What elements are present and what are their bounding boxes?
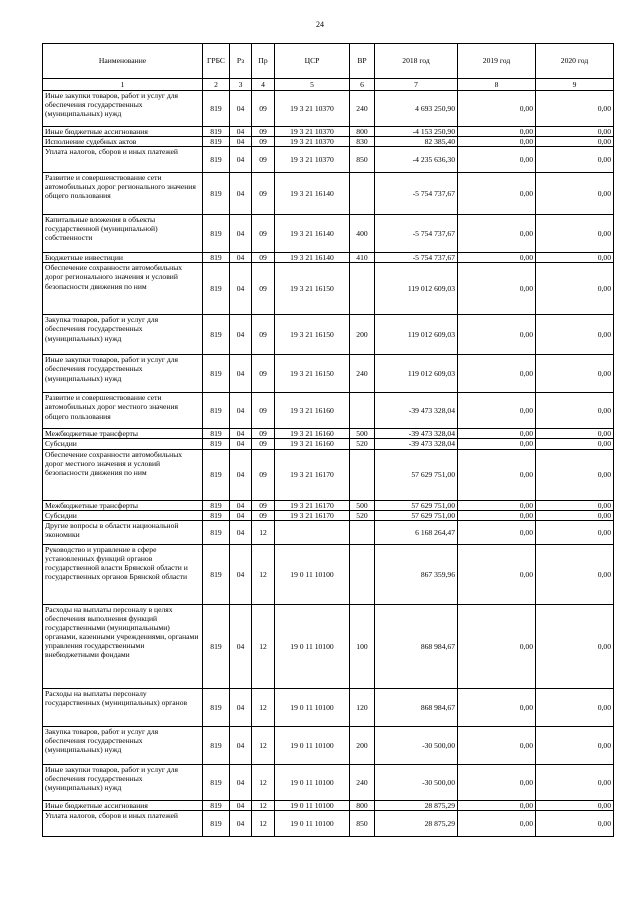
row-pr: 12 [252,800,275,810]
row-pr: 09 [252,500,275,510]
row-amount-2018: 867 359,96 [375,544,458,604]
row-csr: 19 3 21 16160 [275,393,350,429]
row-rz: 04 [230,764,252,800]
row-amount-2018: 57 629 751,00 [375,449,458,500]
row-name: Иные бюджетные ассигнования [43,127,203,137]
row-name: Развитие и совершенствование сети автомобильных дорог местного значения общего пользования [43,393,203,429]
row-pr: 12 [252,810,275,836]
row-amount-2019: 0,00 [458,147,536,173]
column-number: 9 [536,79,614,91]
row-amount-2018: 119 012 609,03 [375,355,458,393]
row-amount-2020: 0,00 [536,449,614,500]
row-amount-2019: 0,00 [458,604,536,688]
row-rz: 04 [230,439,252,449]
row-grbs: 819 [203,173,230,215]
row-pr: 09 [252,91,275,127]
row-amount-2019: 0,00 [458,315,536,355]
row-grbs: 819 [203,429,230,439]
table-row [43,137,614,147]
table-row [43,688,614,726]
row-csr [275,520,350,544]
row-name: Расходы на выплаты персоналу государственных (муниципальных) органов [43,688,203,726]
row-csr: 19 0 11 10100 [275,726,350,764]
row-vr: 200 [350,315,375,355]
row-amount-2019: 0,00 [458,449,536,500]
row-amount-2020: 0,00 [536,147,614,173]
row-name: Субсидии [43,510,203,520]
row-pr: 09 [252,355,275,393]
table-row [43,764,614,800]
row-amount-2019: 0,00 [458,253,536,263]
row-vr [350,449,375,500]
row-vr: 400 [350,215,375,253]
row-vr: 800 [350,127,375,137]
row-grbs: 819 [203,91,230,127]
row-amount-2020: 0,00 [536,127,614,137]
row-grbs: 819 [203,147,230,173]
row-amount-2020: 0,00 [536,393,614,429]
row-rz: 04 [230,173,252,215]
row-csr: 19 3 21 10370 [275,147,350,173]
row-pr: 12 [252,764,275,800]
table-row [43,393,614,429]
row-rz: 04 [230,800,252,810]
row-pr: 12 [252,726,275,764]
row-pr: 09 [252,137,275,147]
table-row [43,500,614,510]
row-grbs: 819 [203,510,230,520]
row-amount-2020: 0,00 [536,500,614,510]
row-grbs: 819 [203,764,230,800]
row-amount-2019: 0,00 [458,510,536,520]
row-rz: 04 [230,91,252,127]
row-csr: 19 3 21 16150 [275,355,350,393]
row-amount-2020: 0,00 [536,355,614,393]
row-amount-2019: 0,00 [458,429,536,439]
row-amount-2020: 0,00 [536,800,614,810]
row-amount-2020: 0,00 [536,91,614,127]
row-amount-2020: 0,00 [536,429,614,439]
table-row [43,263,614,315]
row-amount-2018: -39 473 328,04 [375,429,458,439]
row-rz: 04 [230,604,252,688]
row-csr: 19 3 21 16150 [275,263,350,315]
row-amount-2019: 0,00 [458,800,536,810]
row-csr: 19 3 21 16170 [275,500,350,510]
table-row [43,127,614,137]
row-pr: 09 [252,173,275,215]
row-amount-2018: 119 012 609,03 [375,315,458,355]
row-rz: 04 [230,215,252,253]
row-vr: 800 [350,800,375,810]
header-pr: Пр [252,44,275,79]
column-number-row [43,79,614,91]
row-name: Уплата налогов, сборов и иных платежей [43,147,203,173]
row-name: Другие вопросы в области национальной экономики [43,520,203,544]
row-vr: 520 [350,510,375,520]
table-row [43,355,614,393]
row-name: Капитальные вложения в объекты государственной (муниципальной) собственности [43,215,203,253]
row-vr [350,544,375,604]
row-pr: 12 [252,544,275,604]
row-grbs: 819 [203,439,230,449]
row-amount-2018: 28 875,29 [375,810,458,836]
row-vr: 830 [350,137,375,147]
row-pr: 09 [252,147,275,173]
row-pr: 09 [252,263,275,315]
row-amount-2018: 4 693 250,90 [375,91,458,127]
column-number: 8 [458,79,536,91]
row-csr: 19 3 21 16140 [275,173,350,215]
row-vr: 500 [350,429,375,439]
row-name: Руководство и управление в сфере установленных функций органов государственной власти Брянской области и государственных органов Брянской области [43,544,203,604]
row-vr [350,520,375,544]
row-rz: 04 [230,520,252,544]
row-amount-2019: 0,00 [458,520,536,544]
row-amount-2020: 0,00 [536,544,614,604]
row-vr: 520 [350,439,375,449]
row-amount-2019: 0,00 [458,688,536,726]
row-grbs: 819 [203,520,230,544]
row-amount-2019: 0,00 [458,355,536,393]
row-name: Обеспечение сохранности автомобильных дорог местного значения и условий безопасности движения по ним [43,449,203,500]
row-amount-2020: 0,00 [536,137,614,147]
row-amount-2020: 0,00 [536,215,614,253]
row-amount-2018: 57 629 751,00 [375,500,458,510]
column-number: 3 [230,79,252,91]
row-amount-2020: 0,00 [536,604,614,688]
table-row [43,253,614,263]
row-grbs: 819 [203,263,230,315]
row-pr: 09 [252,315,275,355]
row-amount-2019: 0,00 [458,810,536,836]
column-number: 1 [43,79,203,91]
row-csr: 19 3 21 16170 [275,449,350,500]
row-rz: 04 [230,263,252,315]
row-rz: 04 [230,315,252,355]
table-row [43,439,614,449]
row-rz: 04 [230,544,252,604]
row-pr: 12 [252,604,275,688]
row-amount-2020: 0,00 [536,810,614,836]
row-name: Субсидии [43,439,203,449]
row-amount-2019: 0,00 [458,215,536,253]
row-vr: 120 [350,688,375,726]
row-rz: 04 [230,147,252,173]
row-name: Развитие и совершенствование сети автомобильных дорог регионального значения общего пользования [43,173,203,215]
row-amount-2018: -4 235 636,30 [375,147,458,173]
row-vr: 240 [350,764,375,800]
row-grbs: 819 [203,127,230,137]
row-grbs: 819 [203,215,230,253]
row-amount-2020: 0,00 [536,173,614,215]
row-name: Иные закупки товаров, работ и услуг для обеспечения государственных (муниципальных) нужд [43,355,203,393]
row-amount-2018: -30 500,00 [375,726,458,764]
row-amount-2020: 0,00 [536,253,614,263]
row-rz: 04 [230,355,252,393]
row-csr: 19 3 21 16160 [275,429,350,439]
header-vr: ВР [350,44,375,79]
header-name: Наименование [43,44,203,79]
table-row [43,800,614,810]
row-amount-2019: 0,00 [458,127,536,137]
row-name: Иные закупки товаров, работ и услуг для обеспечения государственных (муниципальных) нужд [43,91,203,127]
table-row [43,147,614,173]
row-amount-2018: -39 473 328,04 [375,393,458,429]
row-grbs: 819 [203,604,230,688]
row-csr: 19 3 21 16140 [275,253,350,263]
row-name: Межбюджетные трансферты [43,429,203,439]
row-vr: 100 [350,604,375,688]
row-pr: 09 [252,429,275,439]
row-amount-2019: 0,00 [458,726,536,764]
table-row [43,604,614,688]
row-grbs: 819 [203,393,230,429]
row-amount-2020: 0,00 [536,520,614,544]
row-name: Бюджетные инвестиции [43,253,203,263]
header-2019: 2019 год [458,44,536,79]
table-row [43,315,614,355]
row-amount-2018: -5 754 737,67 [375,215,458,253]
row-amount-2019: 0,00 [458,544,536,604]
column-number: 4 [252,79,275,91]
table-row [43,449,614,500]
header-2020: 2020 год [536,44,614,79]
row-name: Обеспечение сохранности автомобильных дорог регионального значения и условий безопасности движения по ним [43,263,203,315]
table-row [43,726,614,764]
header-csr: ЦСР [275,44,350,79]
row-csr: 19 3 21 16140 [275,215,350,253]
row-vr [350,263,375,315]
header-row [43,44,614,79]
row-pr: 09 [252,253,275,263]
row-grbs: 819 [203,726,230,764]
table-row [43,429,614,439]
row-amount-2018: 82 385,40 [375,137,458,147]
row-pr: 09 [252,127,275,137]
row-name: Межбюджетные трансферты [43,500,203,510]
row-amount-2018: -5 754 737,67 [375,173,458,215]
row-csr: 19 3 21 16160 [275,439,350,449]
row-pr: 12 [252,520,275,544]
row-grbs: 819 [203,544,230,604]
row-grbs: 819 [203,449,230,500]
row-amount-2018: -5 754 737,67 [375,253,458,263]
row-pr: 09 [252,393,275,429]
row-vr: 240 [350,91,375,127]
row-csr: 19 0 11 10100 [275,810,350,836]
row-grbs: 819 [203,800,230,810]
row-rz: 04 [230,726,252,764]
row-csr: 19 3 21 16150 [275,315,350,355]
row-csr: 19 0 11 10100 [275,800,350,810]
row-grbs: 819 [203,688,230,726]
row-amount-2019: 0,00 [458,500,536,510]
row-amount-2019: 0,00 [458,91,536,127]
row-vr: 200 [350,726,375,764]
row-csr: 19 0 11 10100 [275,688,350,726]
row-vr: 500 [350,500,375,510]
row-pr: 09 [252,439,275,449]
row-amount-2020: 0,00 [536,764,614,800]
row-vr: 850 [350,810,375,836]
row-name: Иные закупки товаров, работ и услуг для обеспечения государственных (муниципальных) нужд [43,764,203,800]
row-rz: 04 [230,510,252,520]
row-grbs: 819 [203,137,230,147]
row-amount-2020: 0,00 [536,688,614,726]
row-rz: 04 [230,688,252,726]
row-rz: 04 [230,810,252,836]
row-csr: 19 0 11 10100 [275,604,350,688]
row-pr: 09 [252,215,275,253]
row-rz: 04 [230,137,252,147]
row-csr: 19 3 21 10370 [275,91,350,127]
row-amount-2020: 0,00 [536,439,614,449]
table-row [43,510,614,520]
row-amount-2018: 868 984,67 [375,604,458,688]
row-vr: 850 [350,147,375,173]
table-row [43,91,614,127]
row-rz: 04 [230,500,252,510]
row-vr [350,173,375,215]
column-number: 7 [375,79,458,91]
budget-table [42,43,614,837]
table-row [43,810,614,836]
row-amount-2018: 6 168 264,47 [375,520,458,544]
row-amount-2020: 0,00 [536,726,614,764]
row-amount-2018: 57 629 751,00 [375,510,458,520]
row-pr: 12 [252,688,275,726]
row-amount-2018: 868 984,67 [375,688,458,726]
table-body [43,91,614,837]
row-grbs: 819 [203,810,230,836]
row-amount-2019: 0,00 [458,764,536,800]
row-rz: 04 [230,127,252,137]
table-row [43,173,614,215]
row-name: Уплата налогов, сборов и иных платежей [43,810,203,836]
header-rz: Рз [230,44,252,79]
row-pr: 09 [252,449,275,500]
row-amount-2019: 0,00 [458,439,536,449]
row-vr [350,393,375,429]
row-amount-2019: 0,00 [458,173,536,215]
row-csr: 19 0 11 10100 [275,544,350,604]
row-vr: 240 [350,355,375,393]
row-rz: 04 [230,253,252,263]
page-number: 24 [316,20,324,29]
row-grbs: 819 [203,315,230,355]
row-csr: 19 0 11 10100 [275,764,350,800]
row-amount-2018: 28 875,29 [375,800,458,810]
row-name: Иные бюджетные ассигнования [43,800,203,810]
row-amount-2018: -4 153 250,90 [375,127,458,137]
row-rz: 04 [230,449,252,500]
row-name: Исполнение судебных актов [43,137,203,147]
row-name: Закупка товаров, работ и услуг для обеспечения государственных (муниципальных) нужд [43,726,203,764]
row-csr: 19 3 21 16170 [275,510,350,520]
column-number: 6 [350,79,375,91]
row-amount-2020: 0,00 [536,263,614,315]
table-row [43,520,614,544]
column-number: 5 [275,79,350,91]
row-amount-2018: -30 500,00 [375,764,458,800]
column-number: 2 [203,79,230,91]
row-amount-2018: -39 473 328,04 [375,439,458,449]
row-amount-2020: 0,00 [536,510,614,520]
header-grbs: ГРБС [203,44,230,79]
row-amount-2018: 119 012 609,03 [375,263,458,315]
row-name: Закупка товаров, работ и услуг для обеспечения государственных (муниципальных) нужд [43,315,203,355]
row-grbs: 819 [203,500,230,510]
row-grbs: 819 [203,253,230,263]
row-amount-2019: 0,00 [458,137,536,147]
row-grbs: 819 [203,355,230,393]
row-amount-2019: 0,00 [458,263,536,315]
row-vr: 410 [350,253,375,263]
header-2018: 2018 год [375,44,458,79]
table-row [43,215,614,253]
row-amount-2019: 0,00 [458,393,536,429]
row-pr: 09 [252,510,275,520]
row-rz: 04 [230,429,252,439]
row-amount-2020: 0,00 [536,315,614,355]
row-csr: 19 3 21 10370 [275,127,350,137]
row-name: Расходы на выплаты персоналу в целях обеспечения выполнения функций государственными (муниципальными) органами, казенными учреждениями, органами управления государственными внебюджетными фондами [43,604,203,688]
row-rz: 04 [230,393,252,429]
row-csr: 19 3 21 10370 [275,137,350,147]
table-row [43,544,614,604]
